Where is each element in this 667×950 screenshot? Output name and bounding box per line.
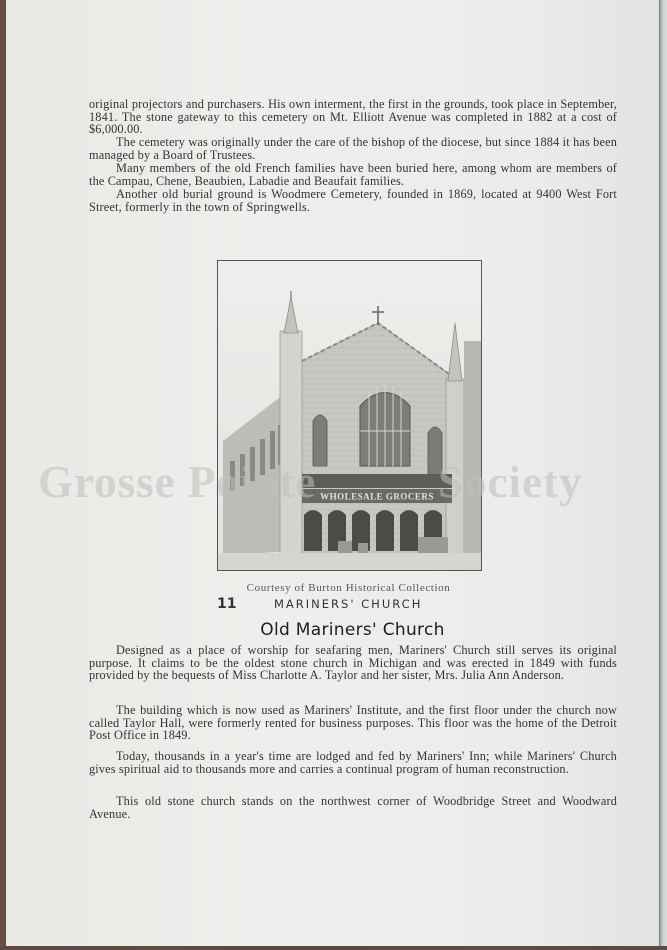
caption-text: Courtesy of Burton Historical Collection [246,582,451,594]
sign-text: WHOLESALE GROCERS [320,491,434,502]
page-edge-left [0,0,6,950]
paragraph-building-use [89,704,617,742]
watermark-left: Grosse Pointe [38,457,317,507]
watermark-right: Society [438,457,583,507]
section-heading [0,620,667,640]
paragraph-board-of-trustees [89,136,617,161]
page-edge-right [659,0,667,950]
paragraph-designed [89,644,617,682]
upper-sign [302,474,452,488]
street [218,553,481,570]
paragraph-text: Today, thousands in a year's time are lodged and fed by Mariners' Inn; while Mariners' Church gives spiritual aid to thousands more and carries a continual program of human reconstruction. [89,749,617,776]
paragraph-text: The cemetery was originally under the care of the bishop of the diocese, but since 1884 it has been managed by a Board of Trustees. [89,135,617,162]
heading-text: Old Mariners' Church [260,620,445,640]
paragraph-french-families [89,162,617,187]
paragraph-text: Designed as a place of worship for seafaring men, Mariners' Church still serves its original purpose. It claims to be the oldest stone church in Michigan and was erected in 1849 with funds provided by the bequests of Miss Charlotte A. Taylor and her sister, Mrs. Julia Ann Anderson. [89,643,617,683]
paragraph-text: Many members of the old French families have been buried here, among whom are members of the Campau, Chene, Beaubien, Labadie and Beaufait families. [89,161,617,188]
page-edge-bottom [0,946,667,950]
left-window [313,415,327,466]
left-tower [280,331,302,556]
paragraph-cemetery-history: original projectors and purchasers. His own interment, the first in the grounds, took place in September, 1841. The stone gateway to this cemetery on Mt. Elliott Avenue was completed in 1882 at a cost of $6,000.00. [89,97,617,137]
figure-title: MARINERS' CHURCH [274,597,423,611]
paragraph-location [89,795,617,820]
mariners-church-photo [217,260,482,571]
adjacent-building [464,341,481,561]
paragraph-text: Another old burial ground is Woodmere Cemetery, founded in 1869, located at 9400 West Fort Street, formerly in the town of Springwells. [89,187,617,214]
figure-number: 11 [217,596,237,612]
paragraph-today [89,750,617,775]
paragraph-text: This old stone church stands on the northwest corner of Woodbridge Street and Woodward Avenue. [89,794,617,821]
right-tower [446,379,464,559]
paragraph-woodmere-cemetery [89,188,617,213]
paragraph-text: The building which is now used as Mariners' Institute, and the first floor under the church now called Taylor Hall, were formerly rented for business purposes. This floor was the home of the Detroit Post Office in 1849. [89,703,617,743]
church-illustration [218,261,481,570]
photo-credit [0,582,667,594]
